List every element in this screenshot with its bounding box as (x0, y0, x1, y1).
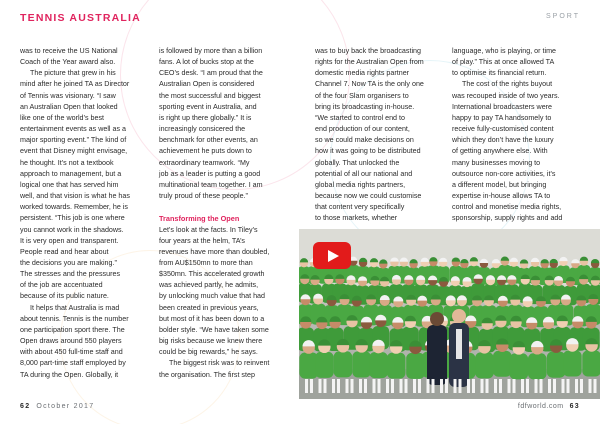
text-line: event that Disney might envisage, (20, 147, 128, 156)
text-line: International broadcasters were (452, 102, 553, 111)
text-line: truly proud of these people.” (159, 192, 248, 201)
text-line: fans. A lot of bucks stop at the (159, 58, 254, 67)
text-line: of the job are accentuated (20, 281, 103, 290)
text-line: four years at the helm, TA’s (159, 236, 245, 245)
text-line: bolder style. “We have taken some (159, 325, 269, 334)
text-line: extraordinary teamwork. “My (159, 158, 250, 167)
text-column-3 (315, 46, 445, 225)
text-line: but most of it has been down to a (159, 314, 265, 323)
text-line: revenues have more than doubled, (159, 247, 270, 256)
text-column-1 (20, 46, 150, 381)
text-line: It helps that Australia is mad (30, 303, 120, 312)
text-line: The cost of the rights buyout (462, 80, 553, 89)
text-line: The picture that grew in his (30, 69, 116, 78)
text-line: one participation sport there. The (20, 325, 125, 334)
section-title: TENNIS AUSTRALIA (20, 12, 141, 24)
text-line: with about 450 full-time staff and (20, 348, 123, 357)
text-line: is followed by more than a billion (159, 47, 263, 55)
text-column-4 (452, 46, 582, 225)
site-url[interactable]: fdfworld.com (517, 403, 564, 410)
text-line: you cannot work in the shadows. (20, 225, 124, 234)
text-line: the organisation. The first step (159, 370, 255, 379)
text-line: to those markets, whether (315, 214, 398, 223)
text-line: rights for the Australian Open from (315, 58, 424, 67)
text-line: well, and that vision is what he has (20, 192, 130, 201)
text-line: receive fully-customised content (452, 125, 554, 134)
text-line: control and monetise media rights, (452, 203, 562, 212)
text-line: end production of our content, (315, 125, 410, 134)
text-line: increasingly consicered the (159, 125, 246, 134)
text-line: bring its broadcasting in-house. (315, 102, 415, 111)
play-icon[interactable] (313, 242, 351, 269)
text-line: approach to management, but a (20, 169, 122, 178)
text-line: It is very open and transparent. (20, 236, 119, 245)
text-line: big risks because we knew there (159, 337, 263, 346)
text-line: of getting anywhere else. With (452, 147, 548, 156)
text-line: the decisions you are making.” (20, 258, 117, 267)
text-line: because now we could customise (315, 192, 422, 201)
footer-right (518, 403, 580, 410)
text-line: outsource non-core activities, it’s (452, 169, 556, 178)
text-line: achievement he puts down to (159, 147, 252, 156)
text-line: was to receive the US National (20, 47, 118, 55)
text-line: happy to pay TA handsomely to (452, 113, 552, 122)
text-line: Coach of the Year award also. (20, 58, 116, 67)
text-line: global media rights partners, (315, 180, 406, 189)
text-line: many businesses moving to (452, 158, 541, 167)
text-line: he thought. It’s not a textbook (20, 158, 114, 167)
text-line: $350mn. This accelerated growth (159, 270, 265, 279)
text-line: The stresses and the pressures (20, 270, 121, 279)
text-line: is right up there globally.” It is (159, 113, 252, 122)
text-line: the most successful and biggest (159, 91, 261, 100)
text-line: 8,000 part-time staff employed by (20, 359, 126, 368)
text-line: a different model, but bringing (452, 180, 547, 189)
text-line: job as a leader is putting a good (159, 169, 261, 178)
text-line: Australian Open is considered (159, 80, 255, 89)
text-line: benchmark for other events, an (159, 136, 258, 145)
text-line: of Tennis was visionary. “I saw (20, 91, 116, 100)
text-line: People read and hear about (20, 247, 109, 256)
text-line: by unlocking much value that had (159, 292, 265, 301)
text-line: globally. That unlocked the (315, 158, 400, 167)
text-line: logical one that has served him (20, 180, 119, 189)
text-line: from AU$150mn to more than (159, 258, 253, 267)
text-line: worked towards. Remember, he is (20, 203, 128, 212)
text-line: Let’s look at the facts. In Tiley’s (159, 225, 258, 234)
text-line: was recouped inside of two years. (452, 91, 560, 100)
text-line: persistent. “This job is one where (20, 214, 125, 223)
text-line: major sporting event.” The kind of (20, 136, 127, 145)
page-number-left: 62 (20, 403, 31, 410)
text-line: sporting event in Australia, and (159, 102, 257, 111)
text-line: so we could make decisions on (315, 136, 414, 145)
text-line: to optimise its financial return. (452, 69, 547, 78)
text-line: because of its public nature. (20, 292, 109, 301)
text-line: “We started to control end to (315, 113, 405, 122)
text-line: about tennis. Tennis is the number (20, 314, 129, 323)
text-line: Channel 7. Now TA is the only one (315, 80, 424, 89)
page-number-right: 63 (569, 403, 580, 410)
category-label: SPORT (546, 13, 580, 20)
text-line: mind after he joined TA as Director (20, 80, 130, 89)
text-line: like one of the world’s best (20, 113, 105, 122)
text-line: of the four Slam organisers to (315, 91, 409, 100)
text-line: was achieved partly, he admits, (159, 281, 259, 290)
footer-left (20, 403, 94, 410)
text-line: The biggest risk was to reinvent (169, 359, 270, 368)
text-line: of play.” This at once allowed TA (452, 58, 555, 67)
text-line: domestic media rights partner (315, 69, 410, 78)
text-line: which they don’t have the luxury (452, 136, 554, 145)
subheading: Transforming the Open (159, 214, 240, 224)
issue-date: October 2017 (36, 403, 95, 410)
text-line: potential of all our national and (315, 169, 413, 178)
text-line: that content very specifically (315, 203, 405, 212)
team-photo (299, 229, 600, 399)
text-line: CEO’s desk. “I am proud that the (159, 69, 263, 78)
text-line: been created in previous years, (159, 303, 259, 312)
text-line: could be big rewards,” he says. (159, 348, 258, 357)
text-line: Open draws around 550 players (20, 337, 122, 346)
text-line: entertainment events as well as a (20, 125, 126, 134)
text-line: expertise in-house allows TA to (452, 192, 551, 201)
text-line: was to buy back the broadcasting (315, 47, 421, 55)
text-column-2 (159, 46, 289, 381)
text-line: how it was going to be distributed (315, 147, 421, 156)
text-line: TA during the Open. Globally, it (20, 370, 119, 379)
text-line (159, 202, 289, 213)
text-line: an Australian Open that looked (20, 102, 118, 111)
text-line: language, who is playing, or time (452, 47, 556, 55)
text-line: sponsorship, supply rights and add (452, 214, 563, 223)
text-line: multinational team together. I am (159, 180, 263, 189)
